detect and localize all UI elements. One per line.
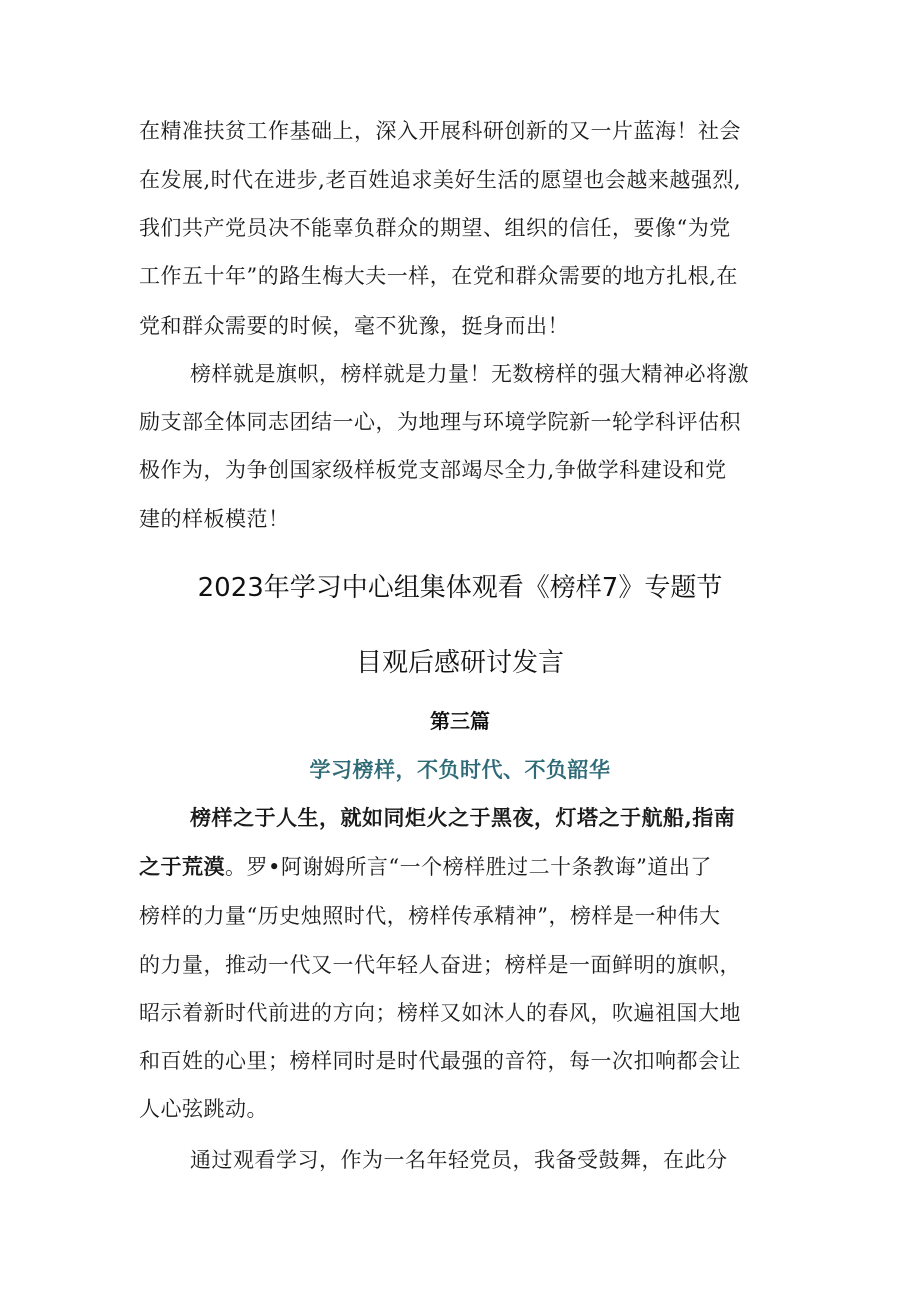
body-text-line: 榜样的力量“历史烛照时代，榜样传承精神”，榜样是一种伟大 bbox=[139, 904, 721, 928]
body-text-line: 在精准扶贫工作基础上，深入开展科研创新的又一片蓝海！社会 bbox=[139, 119, 741, 143]
body-text-line: 极作为，为争创国家级样板党支部竭尽全力,争做学科建设和党 bbox=[139, 458, 727, 482]
body-text-line bbox=[139, 853, 799, 881]
article-title-line1: 2023年学习中心组集体观看《榜样7》专题节 bbox=[197, 573, 723, 603]
part-label: 第三篇 bbox=[430, 709, 490, 733]
body-text-line: 工作五十年”的路生梅大夫一样，在党和群众需要的地方扎根,在 bbox=[139, 264, 738, 288]
body-text-line: 榜样就是旗帜，榜样就是力量！无数榜样的强大精神必将激 bbox=[190, 362, 749, 386]
body-text-line: 昭示着新时代前进的方向；榜样又如沐人的春风，吹遍祖国大地 bbox=[139, 1001, 741, 1025]
body-text-line-bold: 榜样之于人生，就如同炬火之于黑夜，灯塔之于航船,指南 bbox=[190, 805, 736, 830]
body-text-line: 在发展,时代在进步,老百姓追求美好生活的愿望也会越来越强烈, bbox=[139, 168, 742, 192]
section-subtitle: 学习榜样，不负时代、不负韶华 bbox=[309, 757, 611, 782]
body-text-line: 和百姓的心里；榜样同时是时代最强的音符，每一次扣响都会让 bbox=[139, 1049, 741, 1073]
body-text-line: 励支部全体同志团结一心，为地理与环境学院新一轮学科评估积 bbox=[139, 410, 741, 434]
article-title-line2: 目观后感研讨发言 bbox=[355, 648, 564, 678]
body-text-line: 通过观看学习，作为一名年轻党员，我备受鼓舞，在此分 bbox=[190, 1148, 728, 1172]
body-text-line: 我们共产党员决不能辜负群众的期望、组织的信任，要像“为党 bbox=[139, 216, 731, 240]
bold-phrase: 之于荒漠 bbox=[139, 854, 225, 879]
body-text-line: 党和群众需要的时候，毫不犹豫，挺身而出！ bbox=[139, 314, 569, 338]
text-span: 。罗•阿谢姆所言“一个榜样胜过二十条教诲”道出了 bbox=[225, 855, 712, 879]
body-text-line: 建的样板模范！ bbox=[139, 507, 290, 531]
body-text-line: 的力量，推动一代又一代年轻人奋进；榜样是一面鲜明的旗帜， bbox=[139, 953, 741, 977]
body-text-line: 人心弦跳动。 bbox=[139, 1097, 268, 1121]
